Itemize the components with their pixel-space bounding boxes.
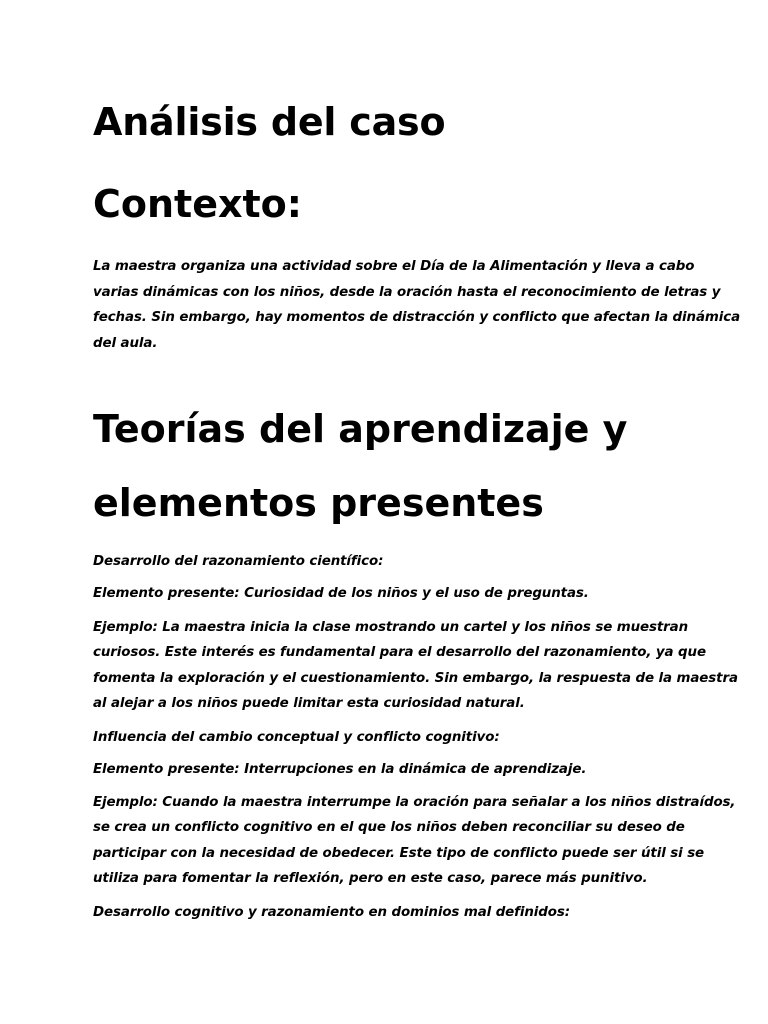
document-title: Análisis del caso xyxy=(93,100,446,144)
section-subheading-scientific-reasoning xyxy=(93,549,383,574)
paragraph-line: se crea un conflicto cognitivo en el que los niños deben reconciliar su deseo de xyxy=(93,820,685,836)
context-line: La maestra organiza una actividad sobre el Día de la Alimentación y lleva a cabo xyxy=(93,259,695,274)
paragraph-line: Desarrollo cognitivo y razonamiento en dominios mal definidos: xyxy=(93,905,571,920)
theories-heading xyxy=(93,392,627,540)
paragraph-line: al alejar a los niños puede limitar esta curiosidad natural. xyxy=(93,696,525,712)
element-present-curiosity xyxy=(93,581,589,606)
theories-heading-line: Teorías del aprendizaje y xyxy=(93,407,628,451)
paragraph-line: fomenta la exploración y el cuestionamiento. Sin embargo, la respuesta de la maestra xyxy=(93,670,738,686)
section-subheading-conceptual-change xyxy=(93,725,500,750)
example-paragraph-conflict xyxy=(93,790,735,892)
paragraph-line: participar con la necesidad de obedecer. Este tipo de conflicto puede ser útil si se xyxy=(93,845,705,861)
paragraph-line: utiliza para fomentar la reflexión, pero en este caso, parece más punitivo. xyxy=(93,871,648,887)
paragraph-line: Influencia del cambio conceptual y conflicto cognitivo: xyxy=(93,730,500,745)
theories-heading-line: elementos presentes xyxy=(93,481,544,525)
paragraph-line: Ejemplo: La maestra inicia la clase mostrando un cartel y los niños se muestran xyxy=(93,620,689,635)
context-heading: Contexto: xyxy=(93,182,302,226)
context-line: del aula. xyxy=(93,336,158,352)
paragraph-line: Elemento presente: Curiosidad de los niños y el uso de preguntas. xyxy=(93,586,589,601)
context-paragraph xyxy=(93,254,740,357)
paragraph-line: Elemento presente: Interrupciones en la dinámica de aprendizaje. xyxy=(93,762,587,777)
paragraph-line: curiosos. Este interés es fundamental para el desarrollo del razonamiento, ya que xyxy=(93,645,706,661)
paragraph-line: Desarrollo del razonamiento científico: xyxy=(93,554,384,569)
section-subheading-cognitive-development xyxy=(93,900,570,925)
paragraph-line: Ejemplo: Cuando la maestra interrumpe la oración para señalar a los niños distraídos, xyxy=(93,795,736,810)
context-line: varias dinámicas con los niños, desde la oración hasta el reconocimiento de letras y xyxy=(93,284,721,300)
context-line: fechas. Sin embargo, hay momentos de distracción y conflicto que afectan la dinámica xyxy=(93,310,741,326)
element-present-interruptions xyxy=(93,757,586,782)
example-paragraph-curiosity xyxy=(93,615,738,717)
